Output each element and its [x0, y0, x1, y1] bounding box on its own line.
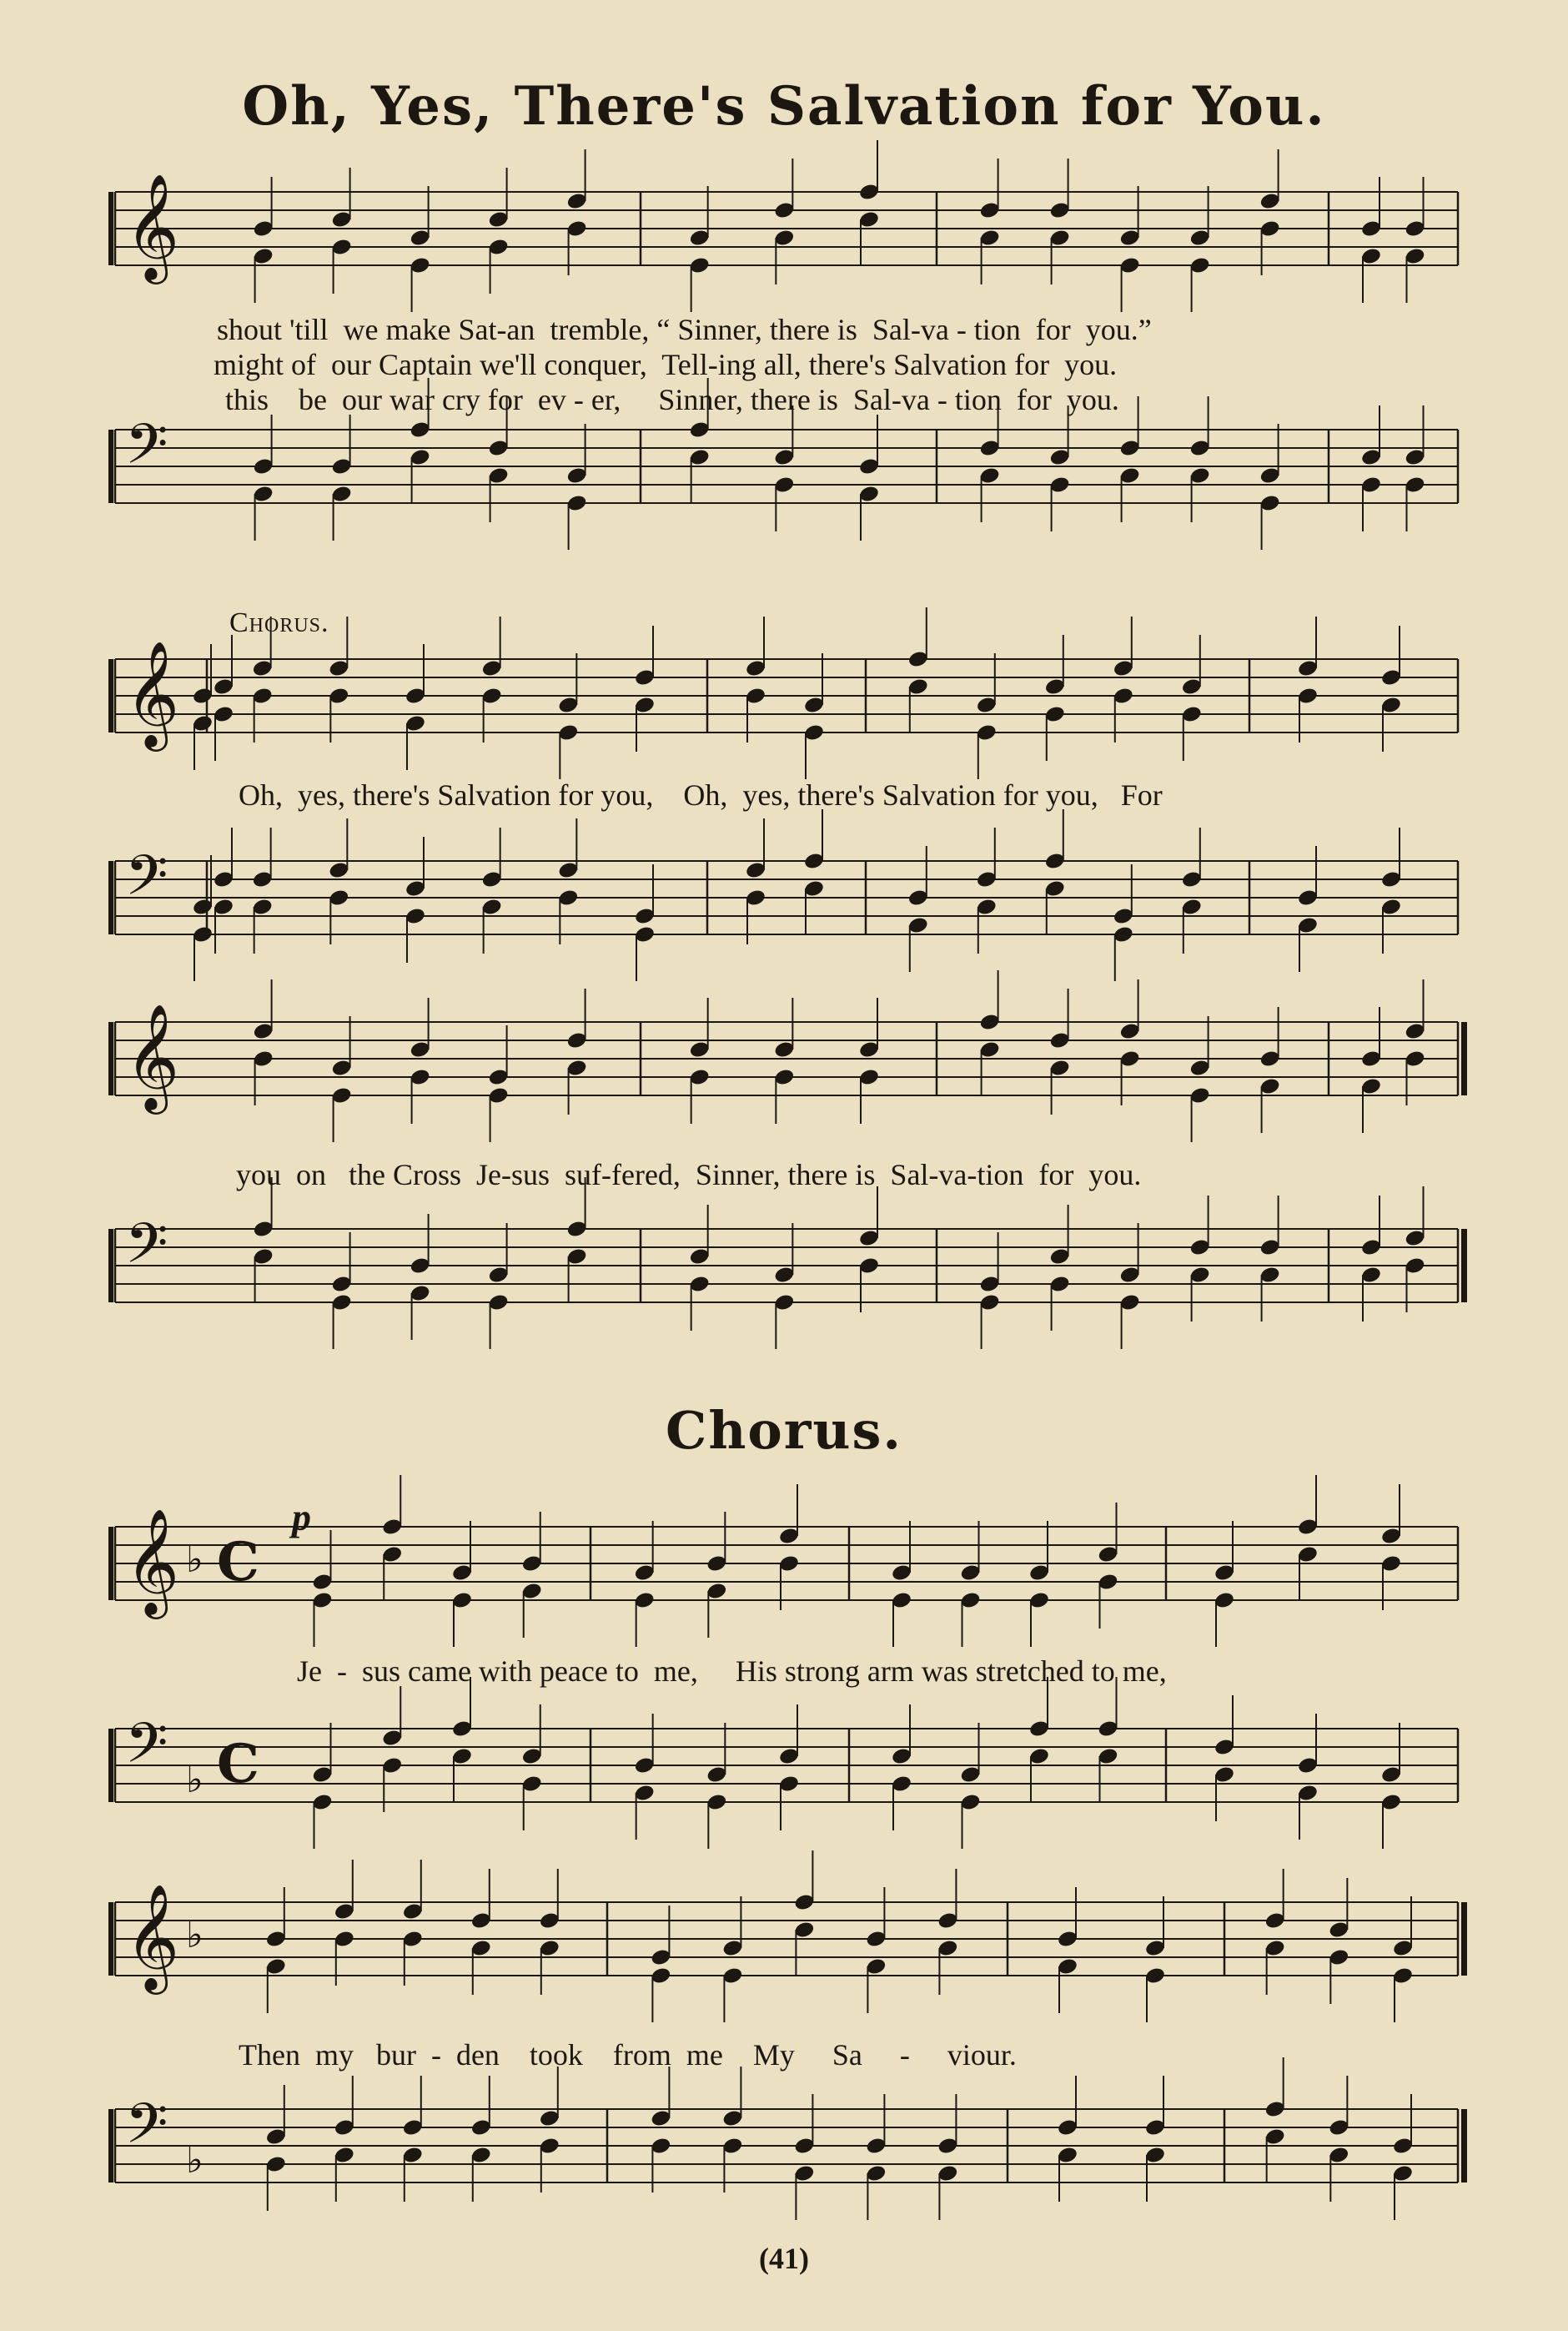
refrain-label: Chorus.: [229, 607, 329, 638]
verse-lyric-1: shout 'till we make Sat-an tremble, “ Sinner, there is Sal-va - tion for you.”: [217, 313, 1152, 346]
chorus-1-staff-bass: [115, 1510, 1466, 1852]
svg-text:𝄢: 𝄢: [125, 1211, 168, 1289]
refrain-lyric-2: you on the Cross Je-sus suf-fered, Sinner, there is Sal-va-tion for you.: [236, 1158, 1142, 1191]
dynamic-marking: p: [292, 1496, 311, 1538]
svg-text:C: C: [217, 1530, 259, 1593]
chorus-2-staff-bass: [115, 1885, 1466, 2233]
chorus-lyric-1: Je - sus came with peace to me, His strong arm was stretched to me,: [297, 1654, 1167, 1688]
svg-text:𝄢: 𝄢: [125, 2091, 168, 2169]
verse-lyric-2: might of our Captain we'll conquer, Tell-ing all, there's Salvation for you.: [214, 348, 1118, 381]
verse-staff-bass: [115, 175, 1466, 553]
refrain-2-staff-bass: [115, 1005, 1466, 1352]
svg-text:C: C: [217, 1732, 259, 1795]
svg-text:𝄞: 𝄞: [125, 640, 180, 748]
refrain-system-1: [115, 642, 1466, 993]
verse-lyric-3: this be our war cry for ev - er, Sinner, there is Sal-va - tion for you.: [225, 383, 1119, 416]
chorus-lyric-2: Then my bur - den took from me My Sa - viour.: [239, 2038, 1017, 2072]
refrain-1-staff-bass: [115, 642, 1466, 984]
page-number: (41): [759, 2242, 809, 2275]
chorus-system-2: [115, 1885, 1466, 2236]
verse-system: [115, 175, 1466, 559]
chorus-system-1: [115, 1510, 1466, 1860]
svg-text:𝄢: 𝄢: [125, 411, 168, 490]
svg-text:♭: ♭: [186, 1538, 204, 1581]
chorus-heading: Chorus.: [665, 1400, 902, 1461]
svg-text:♭: ♭: [186, 2139, 204, 2182]
svg-text:𝄞: 𝄞: [125, 1508, 180, 1615]
svg-text:♭: ♭: [186, 1914, 204, 1956]
refrain-lyric-1: Oh, yes, there's Salvation for you, Oh, yes, there's Salvation for you, For: [239, 778, 1163, 812]
svg-text:𝄢: 𝄢: [125, 1710, 168, 1789]
svg-text:♭: ♭: [186, 1759, 204, 1801]
svg-text:𝄞: 𝄞: [125, 1003, 180, 1110]
hymn-title: Oh, Yes, There's Salvation for You.: [242, 75, 1326, 138]
svg-text:𝄞: 𝄞: [125, 173, 180, 280]
refrain-system-2: [115, 1005, 1466, 1372]
svg-text:𝄞: 𝄞: [125, 1883, 180, 1991]
svg-text:𝄢: 𝄢: [125, 843, 168, 921]
